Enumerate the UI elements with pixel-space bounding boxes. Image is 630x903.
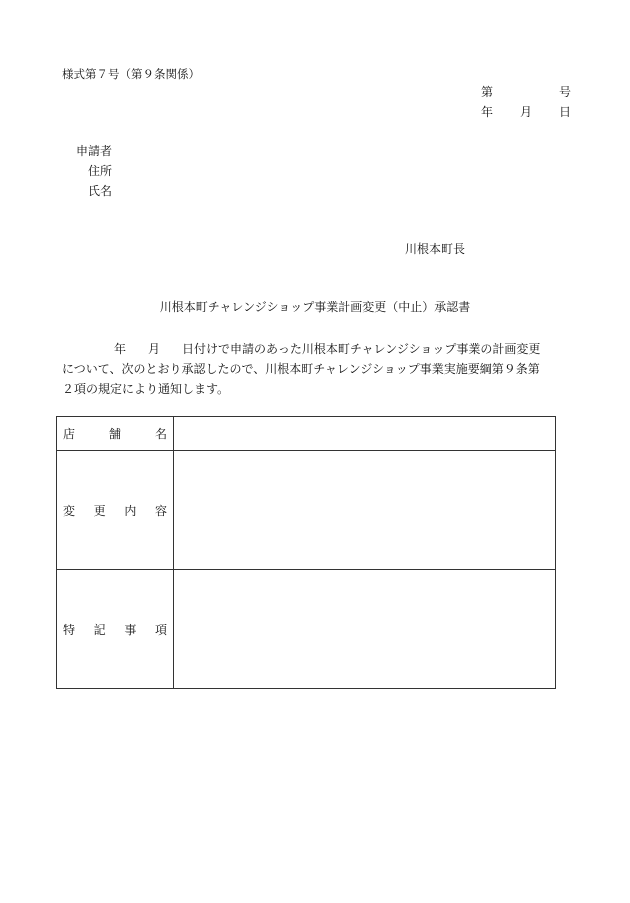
document-date — [481, 104, 571, 120]
special-notes-label — [57, 570, 174, 689]
special-notes-value[interactable] — [174, 570, 556, 689]
label-char: 容 — [154, 503, 167, 518]
label-char: 事 — [124, 622, 137, 637]
doc-no-prefix: 第 — [481, 85, 494, 99]
change-details-value[interactable] — [174, 451, 556, 570]
change-details-label — [57, 451, 174, 570]
date-year: 年 — [481, 105, 494, 119]
applicant-heading: 申請者 — [76, 144, 113, 158]
table-row-store-name — [57, 417, 556, 451]
name-label: 氏名 — [88, 184, 113, 198]
body-month: 月 — [148, 342, 161, 356]
date-day: 日 — [558, 105, 571, 119]
body-line-1 — [62, 339, 582, 359]
label-char: 名 — [154, 427, 167, 441]
store-name-value[interactable] — [174, 417, 556, 451]
doc-no-suffix: 号 — [558, 85, 571, 99]
label-char: 内 — [124, 503, 137, 518]
label-char: 項 — [154, 622, 167, 637]
body-line-1-rest: 日付けで申請のあった川根本町チャレンジショップ事業の計画変更 — [182, 342, 541, 356]
date-month: 月 — [519, 105, 532, 119]
label-char: 特 — [63, 622, 76, 637]
table-row-change-details — [57, 451, 556, 570]
store-name-label — [57, 417, 174, 451]
approval-table — [56, 416, 556, 689]
label-char: 舗 — [108, 427, 121, 441]
issuer: 川根本町長 — [405, 242, 466, 256]
body-line-3: ２項の規定により通知します。 — [62, 382, 230, 396]
table-row-special-notes — [57, 570, 556, 689]
body-line-2: について、次のとおり承認したので、川根本町チャレンジショップ事業実施要綱第９条第 — [62, 362, 540, 376]
label-char: 変 — [63, 503, 76, 518]
body-text — [62, 339, 582, 399]
body-year: 年 — [114, 342, 127, 356]
address-label: 住所 — [88, 164, 113, 178]
label-char: 更 — [93, 503, 106, 518]
label-char: 店 — [63, 427, 76, 441]
document-title: 川根本町チャレンジショップ事業計画変更（中止）承認書 — [159, 300, 471, 314]
form-number: 様式第７号（第９条関係） — [62, 67, 200, 81]
document-number — [481, 84, 571, 100]
label-char: 記 — [93, 622, 106, 637]
